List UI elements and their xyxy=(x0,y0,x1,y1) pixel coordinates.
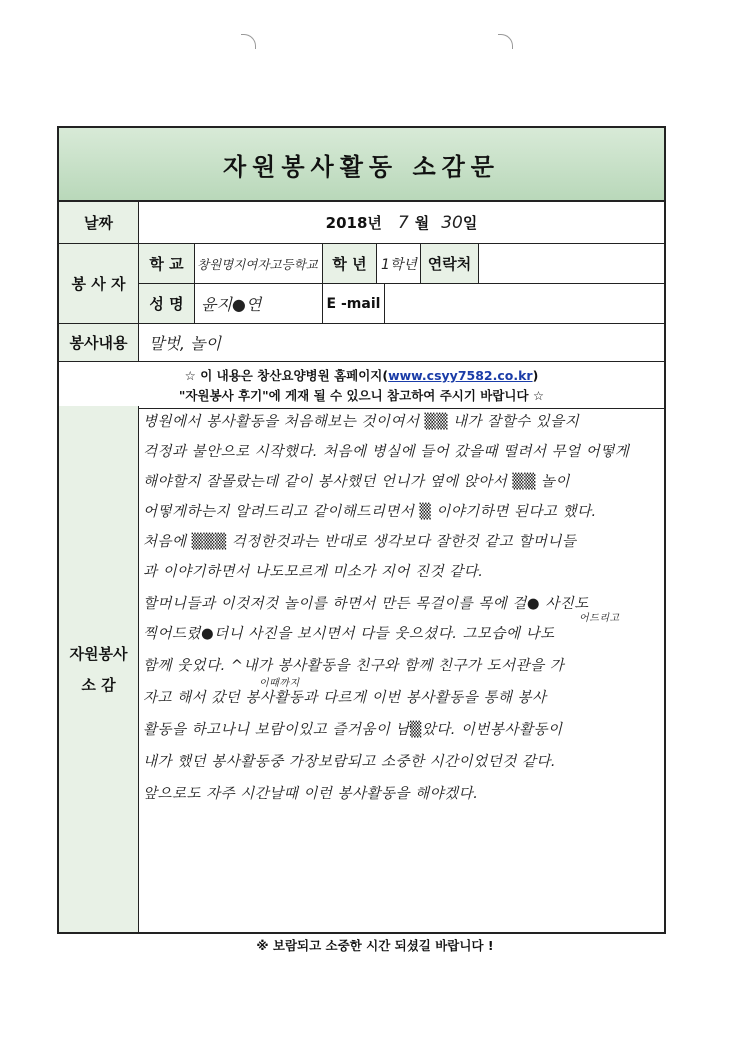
essay-line: 어떻게하는지 알려드리고 같이해드리면서 ▒ 이야기하면 된다고 했다. xyxy=(143,504,597,520)
date-field[interactable] xyxy=(139,202,664,244)
volunteer-label: 봉 사 자 xyxy=(59,244,139,324)
notice-line-2-rest: "에 게재 될 수 있으니 참고하여 주시기 바랍니다 ☆ xyxy=(262,388,545,403)
date-day-unit: 일 xyxy=(462,214,478,232)
punch-hole-mark-right xyxy=(498,34,513,49)
essay-line: 병원에서 봉사활동을 처음해보는 것이여서 ▒▒ 내가 잘할수 있을지 xyxy=(143,414,580,430)
grade-value: 1학년 xyxy=(381,256,417,273)
school-field[interactable] xyxy=(195,244,323,284)
punch-hole-mark-left xyxy=(241,34,256,49)
date-month-value: 7 xyxy=(397,212,409,233)
essay-line: 찍어드렸●더니 사진을 보시면서 다들 웃으셨다. 그모습에 나도 xyxy=(143,626,555,642)
essay-line: 해야할지 잘몰랐는데 같이 봉사했던 언니가 옆에 앉아서 ▒▒ 놀이 xyxy=(143,474,570,490)
service-content-value: 말벗, 놀이 xyxy=(149,334,221,353)
notice-quote-open: " xyxy=(178,388,186,403)
notice-suffix: ) xyxy=(532,368,539,383)
footer-message: ※ 보람되고 소중한 시간 되셨길 바랍니다 ! xyxy=(256,938,494,953)
contact-label: 연락처 xyxy=(421,244,479,284)
date-year: 2018년 xyxy=(325,214,382,232)
date-label: 날짜 xyxy=(59,202,139,244)
email-label: E -mail xyxy=(323,284,385,324)
essay-line: 과 이야기하면서 나도모르게 미소가 지어 진것 같다. xyxy=(143,564,484,580)
name-field[interactable] xyxy=(195,284,323,324)
notice-line-1 xyxy=(59,366,664,384)
form-title-bar xyxy=(59,128,664,202)
service-content-field[interactable] xyxy=(139,324,664,362)
notice-url-link[interactable]: www.csyy7582.co.kr xyxy=(388,368,533,383)
essay-line: 할머니들과 이것저것 놀이를 하면서 만든 목걸이를 목에 걸● 사진도 xyxy=(143,596,589,612)
essay-text-area[interactable] xyxy=(139,406,664,932)
essay-line: 처음에 ▒▒▒ 걱정한것과는 반대로 생각보다 잘한것 같고 할머니들 xyxy=(143,534,577,550)
name-label: 성 명 xyxy=(139,284,195,324)
grade-field[interactable] xyxy=(377,244,421,284)
essay-line: 내가 했던 봉사활동중 가장보람되고 소중한 시간이었던것 같다. xyxy=(143,754,556,770)
essay-insertion: 어드리고 xyxy=(579,613,620,624)
essay-insertion: 이때까지 xyxy=(259,678,300,689)
essay-line: 앞으로도 자주 시간날때 이런 봉사활동을 해야겠다. xyxy=(143,786,479,802)
notice-prefix: ☆ 이 내용은 xyxy=(184,368,253,383)
essay-label xyxy=(59,406,139,932)
form-title: 자원봉사활동 소감문 xyxy=(222,152,500,181)
service-content-label: 봉사내용 xyxy=(59,324,139,362)
contact-field[interactable] xyxy=(479,244,664,284)
essay-line: 자고 해서 갔던 봉사활동과 다르게 이번 봉사활동을 통해 봉사 xyxy=(143,690,547,706)
essay-label-line-1: 자원봉사 xyxy=(69,645,128,663)
date-day-value: 30 xyxy=(441,212,463,233)
essay-line: 걱정과 불안으로 시작했다. 처음에 병실에 들어 갔을때 떨려서 무얼 어떻게 xyxy=(143,444,630,460)
reflection-form xyxy=(57,126,666,934)
date-month-unit: 월 xyxy=(414,214,430,232)
grade-label: 학 년 xyxy=(323,244,377,284)
school-value: 창원명지여자고등학교 xyxy=(197,256,318,272)
school-label: 학 교 xyxy=(139,244,195,284)
notice-homepage: 홈페이지( xyxy=(334,368,389,383)
notice-hospital: 창산요양병원 xyxy=(257,368,330,383)
name-value: 윤지●연 xyxy=(201,295,262,314)
essay-line: 함께 웃었다. ^내가 봉사활동을 친구와 함께 친구가 도서관을 가 xyxy=(143,658,565,674)
notice-review-label: 자원봉사 후기 xyxy=(185,388,263,403)
essay-line: 활동을 하고나니 보람이있고 즐거움이 남▒았다. 이번봉사활동이 xyxy=(143,722,563,738)
email-field[interactable] xyxy=(385,284,664,324)
essay-label-line-2: 소 감 xyxy=(81,676,116,694)
